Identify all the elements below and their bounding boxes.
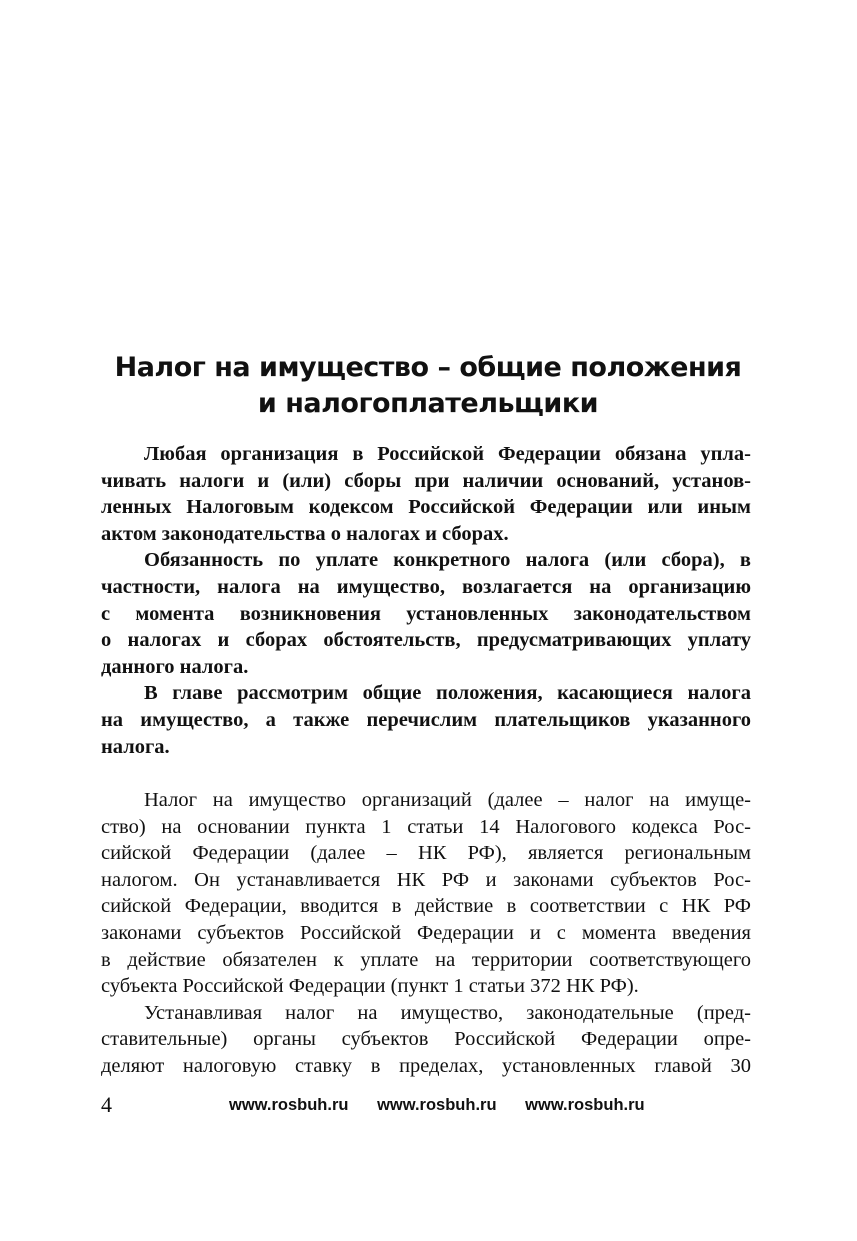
body-text (101, 787, 751, 1080)
body-line: субъекта Российской Федерации (пункт 1 статьи 372 НК РФ). (101, 975, 639, 998)
intro-line: Обязанность по уплате конкретного налога (или сбора), в (144, 549, 751, 572)
page-footer (101, 1092, 751, 1122)
footer-link[interactable]: www.rosbuh.ru (377, 1096, 497, 1114)
body-line: Устанавливая налог на имущество, законодательные (пред- (144, 1001, 751, 1024)
intro-line: ленных Налоговым кодексом Российской Федерации или иным (101, 496, 751, 519)
body-line: деляют налоговую ставку в пределах, установленных главой 30 (101, 1054, 751, 1077)
intro-line: актом законодательства о налогах и сборах. (101, 522, 509, 545)
body-line: Налог на имущество организаций (далее – налог на имуще- (144, 789, 751, 811)
body-line: ство) на основании пункта 1 статьи 14 Налогового кодекса Рос- (101, 815, 751, 838)
footer-link[interactable]: www.rosbuh.ru (229, 1096, 349, 1114)
intro-line: с момента возникновения установленных законодательством (101, 602, 751, 625)
intro-line: Любая организация в Российской Федерации обязана упла- (144, 443, 751, 465)
body-line: сийской Федерации, вводится в действие в соответствии с НК РФ (101, 895, 751, 918)
intro-line: налога. (101, 735, 170, 758)
chapter-title-line-2: и налогоплательщики (257, 388, 599, 419)
page-number: 4 (101, 1092, 112, 1117)
intro-block (101, 441, 751, 760)
intro-line: В главе рассмотрим общие положения, касающиеся налога (144, 682, 751, 705)
body-line: сийской Федерации (далее – НК РФ), является региональным (101, 842, 751, 865)
body-line: налогом. Он устанавливается НК РФ и законами субъектов Рос- (101, 868, 751, 891)
chapter-title (100, 350, 756, 422)
chapter-title-line-1: Налог на имущество – общие положения (114, 352, 742, 383)
body-line: в действие обязателен к уплате на территории соответствующего (101, 948, 751, 971)
intro-line: о налогах и сборах обстоятельств, предусматривающих уплату (101, 629, 751, 652)
body-line: ставительные) органы субъектов Российской Федерации опре- (101, 1028, 751, 1051)
intro-line: частности, налога на имущество, возлагается на организацию (101, 575, 751, 598)
intro-line: данного налога. (101, 655, 249, 678)
body-line: законами субъектов Российской Федерации и с момента введения (101, 921, 751, 944)
intro-line: чивать налоги и (или) сборы при наличии оснований, установ- (101, 469, 751, 492)
intro-line: на имущество, а также перечислим плательщиков указанного (101, 708, 751, 731)
footer-link[interactable]: www.rosbuh.ru (525, 1096, 645, 1114)
footer-links (229, 1096, 669, 1115)
